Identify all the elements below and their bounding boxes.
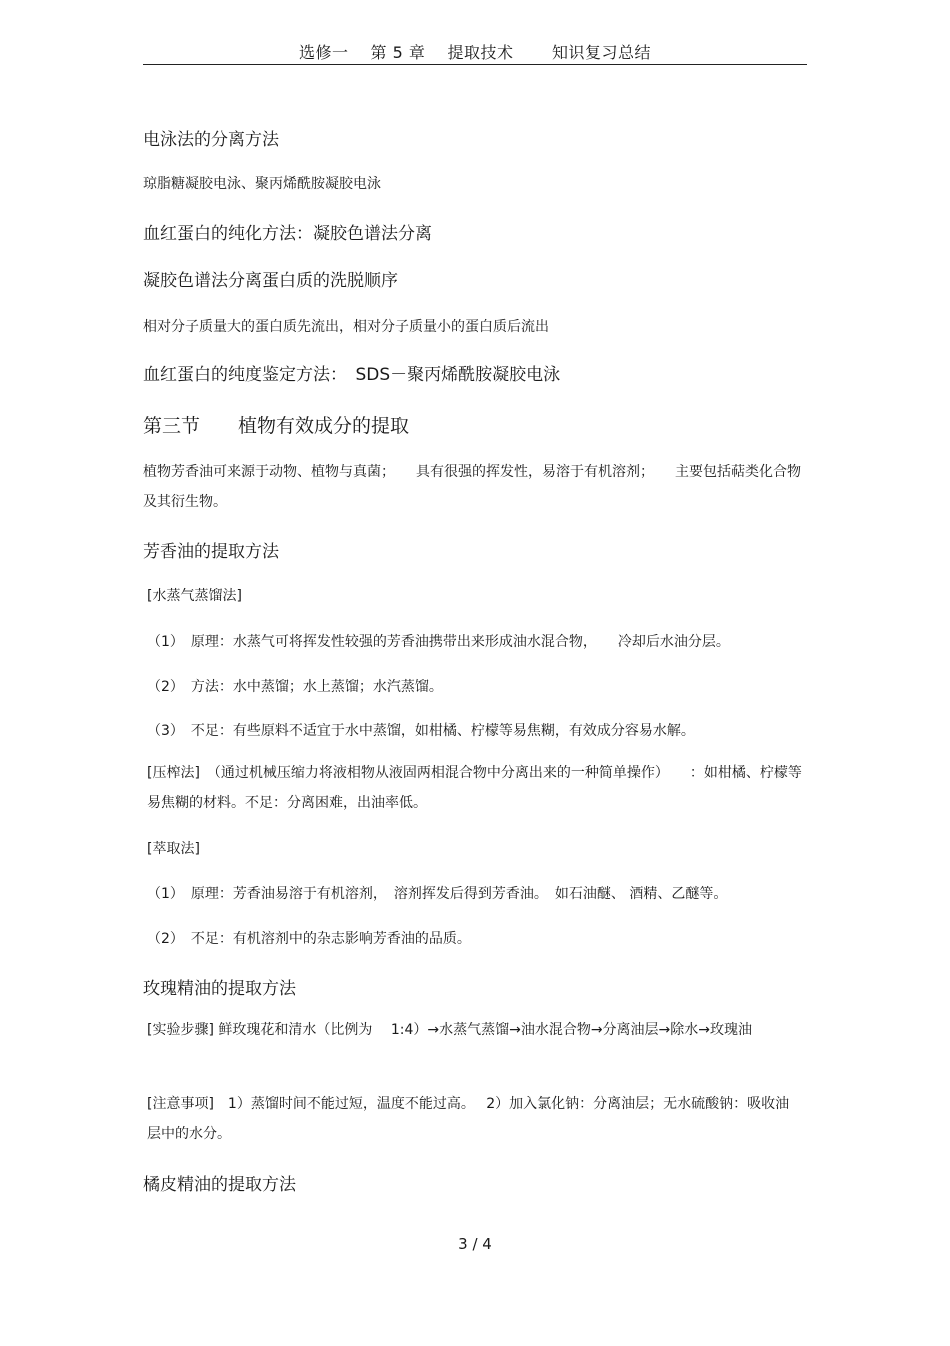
heading-purification: 血红蛋白的纯化方法：凝胶色谱法分离 xyxy=(143,224,432,244)
heading-elution-order: 凝胶色谱法分离蛋白质的洗脱顺序 xyxy=(143,271,398,291)
section-heading: 第三节 植物有效成分的提取 xyxy=(143,415,410,437)
page-number: 3 / 4 xyxy=(458,1235,492,1253)
page-header-title: 选修一 第 5 章 提取技术 知识复习总结 xyxy=(298,43,652,62)
heading-rose-oil: 玫瑰精油的提取方法 xyxy=(143,979,296,999)
text-elution-order: 相对分子质量大的蛋白质先流出，相对分子质量小的蛋白质后流出 xyxy=(143,319,549,335)
heading-electrophoresis: 电泳法的分离方法 xyxy=(143,130,279,150)
paragraph-rose-steps: [实验步骤] 鲜玫瑰花和清水（比例为 1:4）→水蒸气蒸馏→油水混合物→分离油层→除水→玫瑰油 xyxy=(147,1022,753,1038)
heading-purity-identification: 血红蛋白的纯度鉴定方法： SDS－聚丙烯酰胺凝胶电泳 xyxy=(143,365,561,385)
extract-item-1: （1） 原理：芳香油易溶于有机溶剂， 溶剂挥发后得到芳香油。 如石油醚、 酒精、乙醚等。 xyxy=(147,886,728,902)
steam-item-3: （3） 不足：有些原料不适宜于水中蒸馏，如柑橘、柠檬等易焦糊，有效成分容易水解。 xyxy=(147,723,695,739)
paragraph-intro: 植物芳香油可来源于动物、植物与真菌； 具有很强的挥发性，易溶于有机溶剂； 主要包括萜类化合物及其衍生物。 xyxy=(143,464,801,510)
steam-item-1: （1） 原理：水蒸气可将挥发性较强的芳香油携带出来形成油水混合物， 冷却后水油分层。 xyxy=(147,634,730,650)
extract-item-2: （2） 不足：有机溶剂中的杂志影响芳香油的品质。 xyxy=(147,931,471,947)
tag-extraction: [萃取法] xyxy=(147,841,200,857)
tag-steam-distillation: [水蒸气蒸馏法] xyxy=(147,588,242,604)
paragraph-pressing: [压榨法] （通过机械压缩力将液相物从液固两相混合物中分离出来的一种简单操作） ：如柑橘、柠檬等易焦糊的材料。不足：分离困难，出油率低。 xyxy=(147,765,802,811)
header-rule xyxy=(143,64,807,65)
paragraph-rose-notes: [注意事项] 1）蒸馏时间不能过短，温度不能过高。 2）加入氯化钠：分离油层；无水硫酸钠：吸收油层中的水分。 xyxy=(147,1096,790,1142)
heading-aromatic-oil: 芳香油的提取方法 xyxy=(143,542,279,562)
heading-orange-oil: 橘皮精油的提取方法 xyxy=(143,1175,296,1195)
steam-item-2: （2） 方法：水中蒸馏；水上蒸馏；水汽蒸馏。 xyxy=(147,679,443,695)
text-electrophoresis-types: 琼脂糖凝胶电泳、聚丙烯酰胺凝胶电泳 xyxy=(143,176,381,192)
